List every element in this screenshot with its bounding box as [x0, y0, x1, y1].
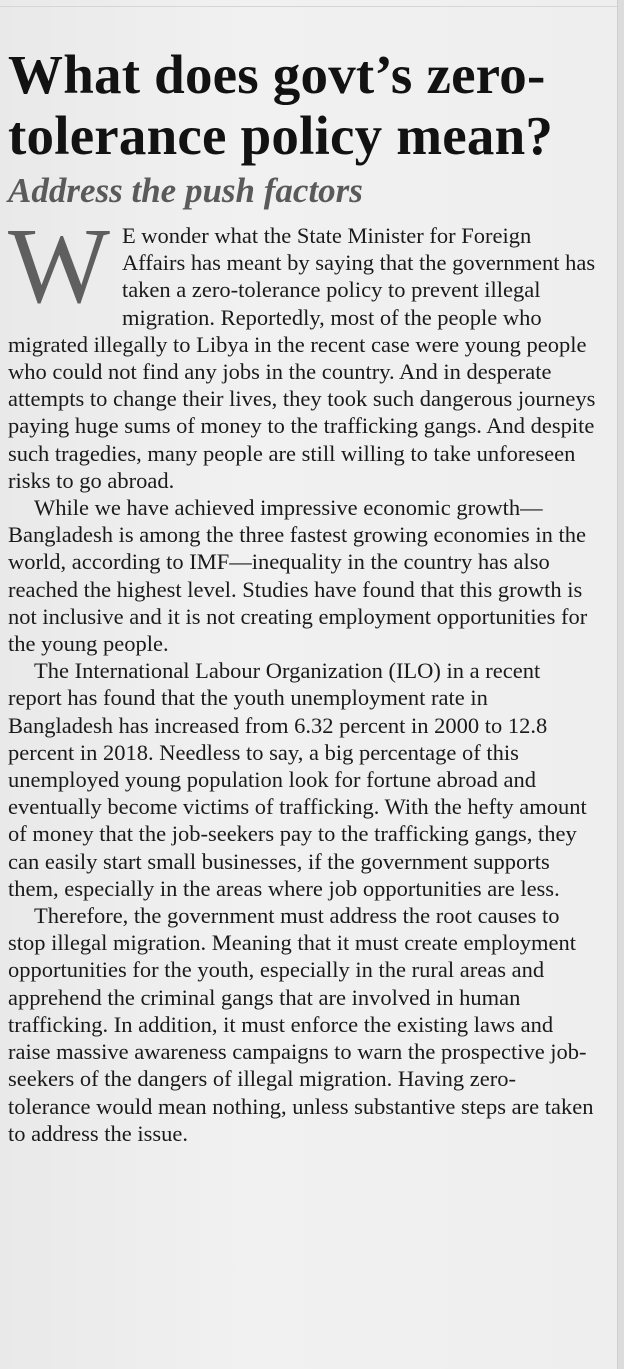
- article-subhead: Address the push factors: [8, 171, 363, 210]
- paragraph-3: The International Labour Organization (ILO) in a recent report has found that the youth unemployment rate in Bangladesh has increased from 6.32 percent in 2000 to 12.8 percent in 2018. Needless to say, a big percentage of this unemployed young population look for fortune abroad and eventually become victims of trafficking. With the hefty amount of money that the job-seekers pay to the trafficking gangs, they can easily start small businesses, if the government supports them, especially in the areas where job opportunities are less.: [8, 658, 587, 901]
- page-edge: [617, 0, 624, 1369]
- top-rule: [0, 0, 624, 7]
- editorial-article: [8, 44, 598, 1147]
- paragraph-1: [8, 207, 598, 494]
- article-headline: What does govt’s zero-tolerance policy mean?: [8, 44, 554, 166]
- paragraph-2: While we have achieved impressive economic growth—Bangladesh is among the three fastest growing economies in the world, according to IMF—inequality in the country has also reached the highest level. Studies have found that this growth is not inclusive and it is not creating employment opportunities for the young people.: [8, 495, 588, 657]
- paragraph-4: Therefore, the government must address the root causes to stop illegal migration. Meaning that it must create employment opportunities for the youth, especially in the rural areas and apprehend the criminal gangs that are involved in human trafficking. In addition, it must enforce the existing laws and raise massive awareness campaigns to warn the prospective job-seekers of the dangers of illegal migration. Having zero-tolerance would mean nothing, unless substantive steps are taken to address the issue.: [8, 903, 594, 1146]
- paragraph-1-text: E wonder what the State Minister for Foreign Affairs has meant by saying that the government has taken a zero-tolerance policy to prevent illegal migration. Reportedly, most of the people who migrated illegally to Libya in the recent case were young people who could not find any jobs in the country. And in desperate attempts to change their lives, they took such dangerous journeys paying huge sums of money to the trafficking gangs. And despite such tragedies, many people are still willing to take unforeseen risks to go abroad.: [8, 223, 596, 493]
- article-body: [8, 207, 598, 1147]
- drop-cap: W: [8, 207, 110, 326]
